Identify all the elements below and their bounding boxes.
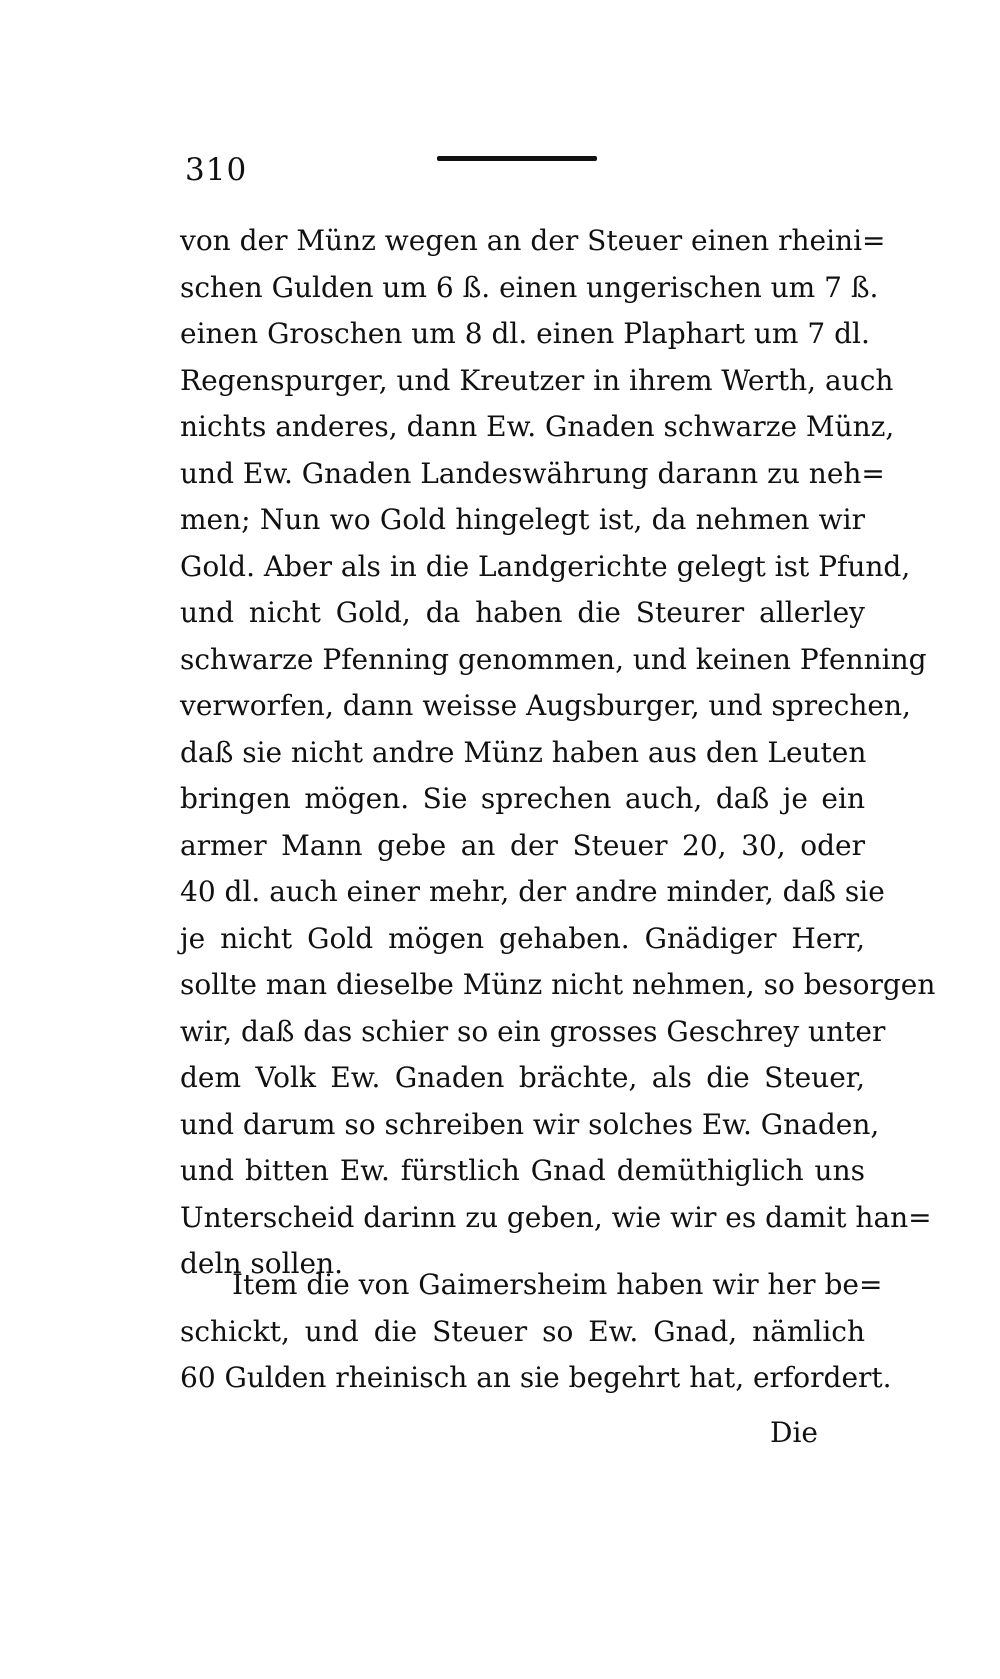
- paragraph-gaimersheim: [180, 1262, 892, 1402]
- text-line: 40 dl. auch einer mehr, der andre minder, daß sie: [180, 875, 885, 908]
- header-rule: [437, 156, 597, 161]
- text-line: sollte man dieselbe Münz nicht nehmen, so besorgen: [180, 968, 936, 1001]
- text-line: daß sie nicht andre Münz haben aus den Leuten: [180, 735, 867, 769]
- text-line: Item die von Gaimersheim haben wir her be=: [232, 1268, 883, 1301]
- text-line: verworfen, dann weisse Augsburger, und sprechen,: [180, 689, 911, 722]
- catchword: Die: [770, 1416, 818, 1449]
- text-line: deln sollen.: [180, 1247, 344, 1280]
- text-line: einen Groschen um 8 dl. einen Plaphart um 7 dl.: [180, 317, 870, 350]
- page-header: [185, 150, 865, 190]
- text-line: schwarze Pfenning genommen, und keinen Pfenning: [180, 642, 927, 676]
- text-line: schickt, und die Steuer so Ew. Gnad, nämlich: [180, 1314, 865, 1348]
- page-number: 310: [185, 152, 248, 188]
- text-line: und Ew. Gnaden Landeswährung darann zu neh=: [180, 456, 885, 490]
- text-line: men; Nun wo Gold hingelegt ist, da nehmen wir: [180, 503, 865, 536]
- text-line: nichts anderes, dann Ew. Gnaden schwarze Münz,: [180, 410, 895, 443]
- text-line: schen Gulden um 6 ß. einen ungerischen um 7 ß.: [180, 270, 879, 304]
- text-line: wir, daß das schier so ein grosses Geschrey unter: [180, 1014, 886, 1048]
- text-line: von der Münz wegen an der Steuer einen rheini=: [180, 224, 886, 257]
- text-line: und nicht Gold, da haben die Steurer allerley: [180, 596, 865, 629]
- text-line: dem Volk Ew. Gnaden brächte, als die Steuer,: [180, 1061, 865, 1094]
- text-line: Regenspurger, und Kreutzer in ihrem Werth, auch: [180, 363, 894, 397]
- text-line: armer Mann gebe an der Steuer 20, 30, oder: [180, 828, 865, 862]
- text-line: Gold. Aber als in die Landgerichte gelegt ist Pfund,: [180, 549, 911, 583]
- text-line: und bitten Ew. fürstlich Gnad demüthiglich uns: [180, 1154, 865, 1187]
- text-line: Unterscheid darinn zu geben, wie wir es damit han=: [180, 1200, 932, 1234]
- text-line: je nicht Gold mögen gehaben. Gnädiger Herr,: [180, 921, 865, 955]
- paragraph-letter-body: [180, 218, 936, 1288]
- text-line: und darum so schreiben wir solches Ew. Gnaden,: [180, 1107, 880, 1141]
- text-line: 60 Gulden rheinisch an sie begehrt hat, erfordert.: [180, 1361, 892, 1394]
- text-line: bringen mögen. Sie sprechen auch, daß je ein: [180, 782, 865, 815]
